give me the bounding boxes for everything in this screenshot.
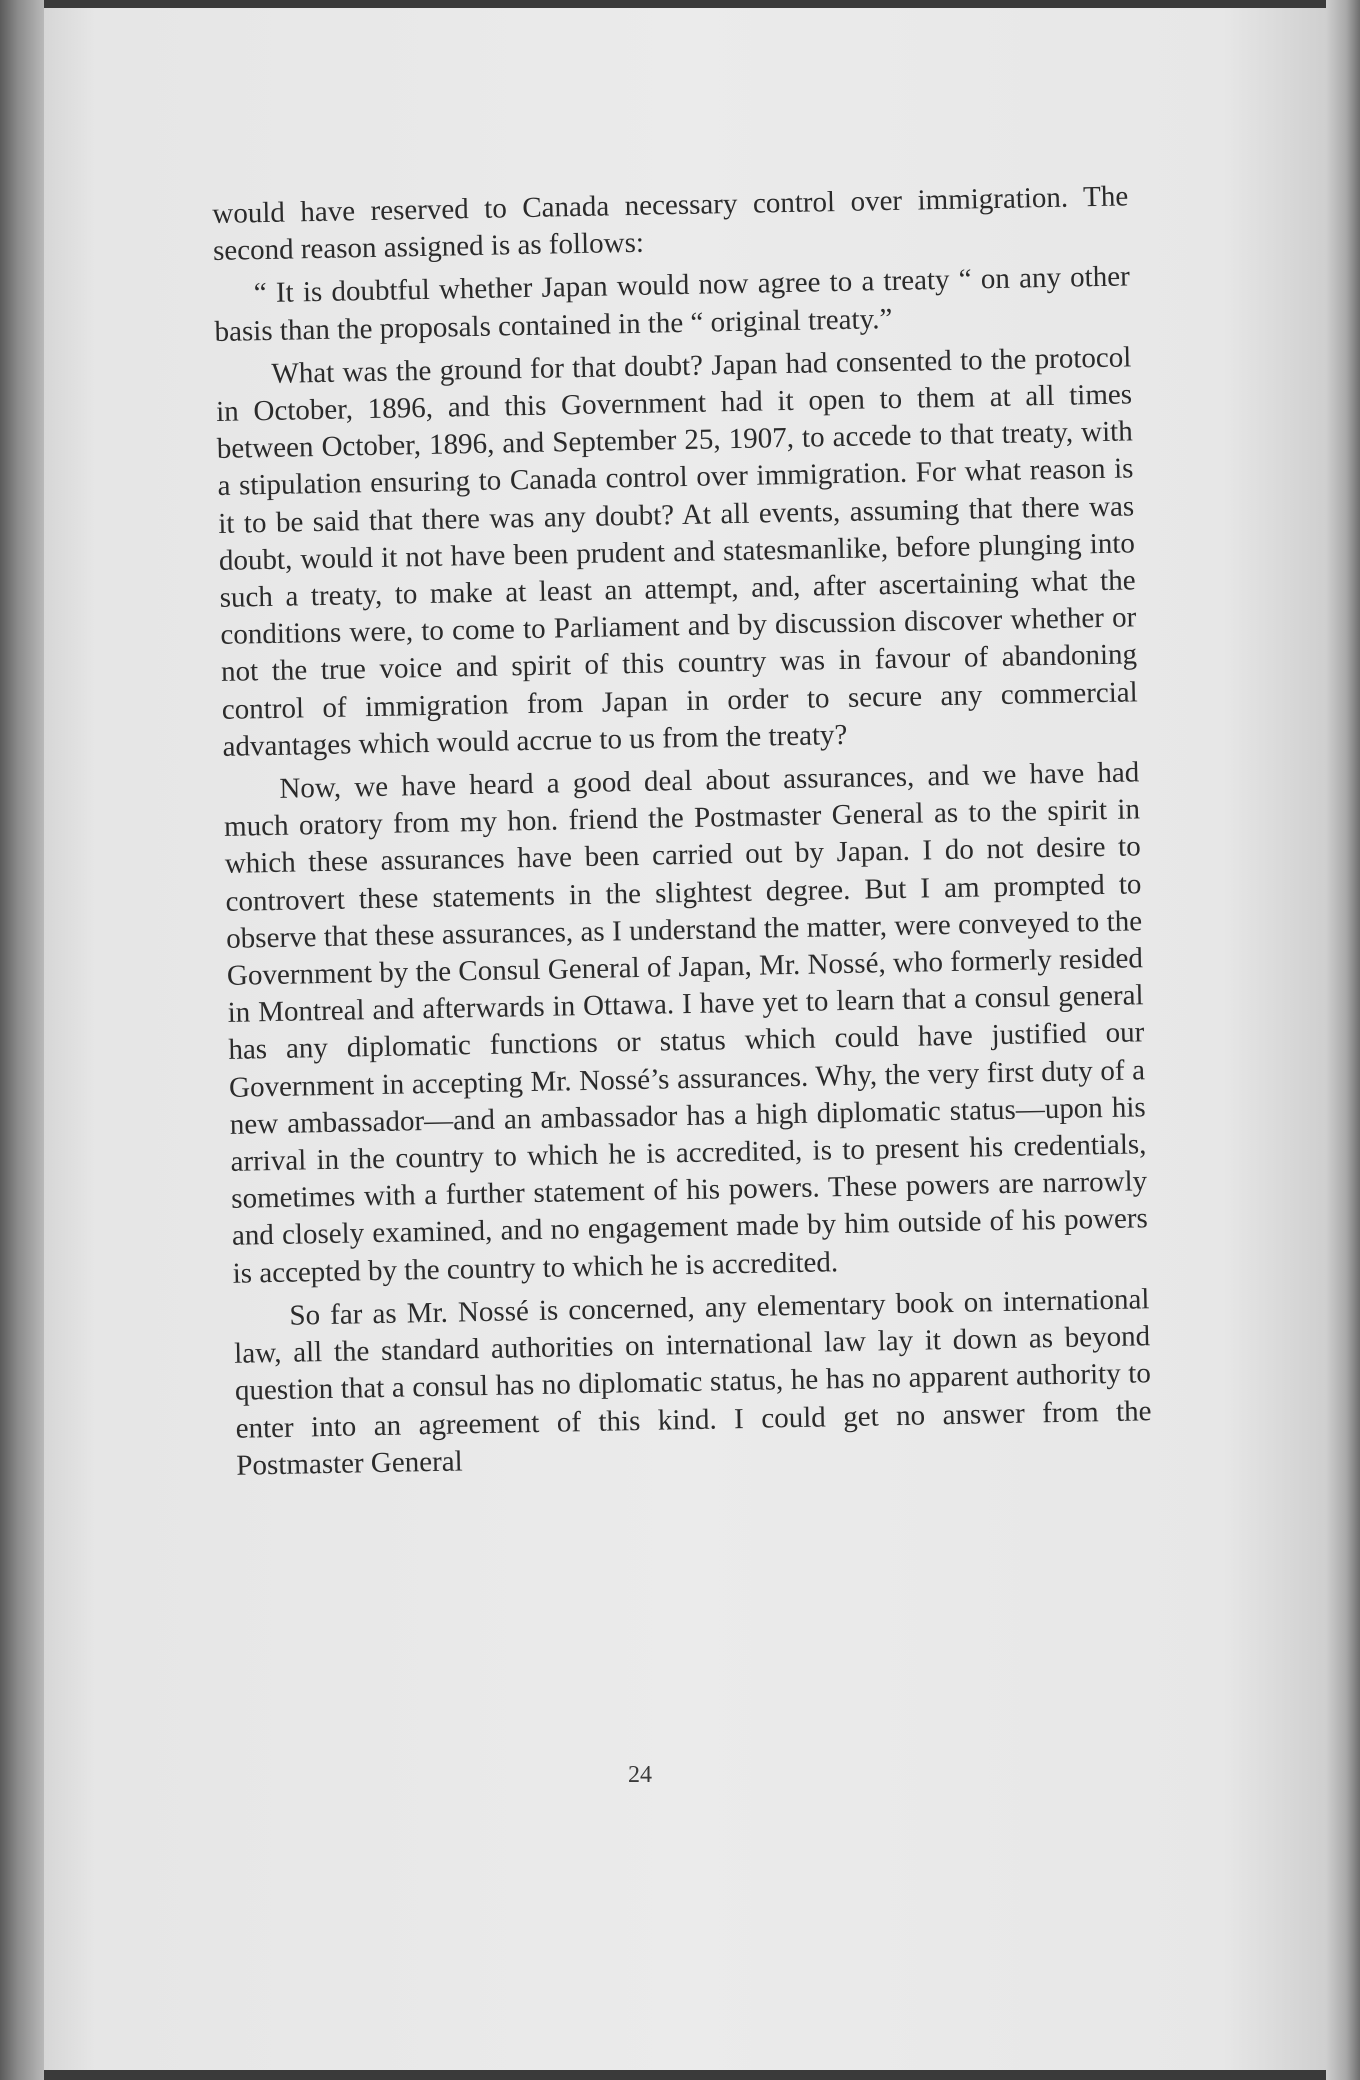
page-edge [1326, 0, 1360, 2080]
book-spine [0, 0, 44, 2080]
paragraph-3: What was the ground for that doubt? Japan had consented to the protocol in October, 1896, and this Government had it open to them at all times between October, 1896, and September 25, 1907, to accede to that treaty, with a stipulation ensuring to Canada control over immigration. For what reason is it to be said that there was any doubt? At all events, assuming that there was doubt, would it not have been prudent and statesmanlike, before plunging into such a treaty, to make at least an attempt, and, after ascertaining what the conditions were, to come to Parliament and by discussion discover whether or not the true voice and spirit of this country was in favour of abandoning control of immigration from Japan in order to secure any commercial advantages which would accrue to us from the treaty? [215, 341, 1138, 763]
page-number: 24 [628, 1762, 652, 1788]
paragraph-5: So far as Mr. Nossé is concerned, any elementary book on international law, all the standard authorities on international law lay it down as beyond question that a consul has no diplomatic status, he has no apparent authority to enter into an agreement of this kind. I could get no answer from the Postmaster General [233, 1283, 1152, 1482]
body-text [212, 178, 1153, 1484]
paragraph-4: Now, we have heard a good deal about assurances, and we have had much oratory from my hon. friend the Postmaster General as to the spirit in which these assurances have been carried out by Japan. I do not desire to controvert these statements in the slightest degree. But I am prompted to observe that these assurances, as I understand the matter, were conveyed to the Government by the Consul General of Japan, Mr. Nossé, who formerly resided in Montreal and afterwards in Ottawa. I have yet to learn that a consul general has any diplomatic functions or status which could have justified our Government in accepting Mr. Nossé’s assurances. Why, the very first duty of a new ambassador—and an ambassador has a high diplomatic status—upon his arrival in the country to which he is accredited, is to present his credentials, sometimes with a further statement of his powers. These powers are narrowly and closely examined, and no engagement made by him outside of his powers is accepted by the country to which he is accredited. [223, 756, 1149, 1290]
paragraph-2-quote: “ It is doubtful whether Japan would now agree to a treaty “ on any other basis than the proposals contained in the “ original treaty.” [214, 260, 1131, 348]
paragraph-1: would have reserved to Canada necessary control over immigration. The second reason assigned is as follows: [212, 180, 1129, 268]
